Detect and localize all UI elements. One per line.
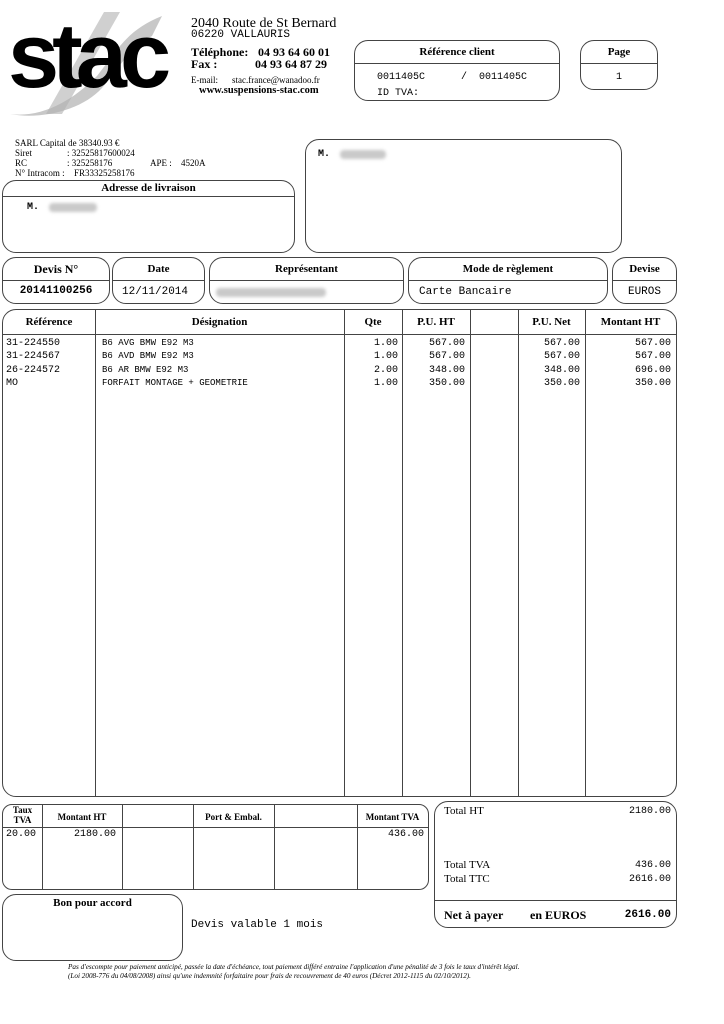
quote-date: 12/11/2014 [122,286,189,298]
table-row-pu-net: 567.00 [543,338,580,349]
ape-value: 4520A [181,158,206,168]
col-header-pu-net: P.U. Net [532,316,571,328]
footer-legal-line-2: (Loi 2008-776 du 04/08/2008) ainsi qu'une indemnité forfaitaire pour frais de recouvrement de 40 euros (Décret 2012-1115 du 02/10/2012). [68,972,471,980]
table-row-ref: 31-224550 [6,338,61,349]
approval-title: Bon pour accord [53,897,132,909]
table-row-qty: 2.00 [373,365,398,376]
table-row-designation: B6 AR BMW E92 M3 [102,365,189,375]
tax-header-tva: TVA [13,815,32,825]
items-table [2,309,677,797]
total-tva-label: Total TVA [444,859,491,871]
table-row-designation: B6 AVG BMW E92 M3 [102,338,194,348]
col-header-designation: Désignation [191,316,248,328]
footer-legal-line-1: Pas d'escompte pour paiement anticipé, passée la date d'échéance, tout paiement différé entraine l'application d'une pénalité de 3 fois le taux d'intérêt légal. [68,963,520,971]
page-title: Page [607,46,631,58]
logo-text: stac [8,5,165,107]
table-row-ref: 31-224567 [6,351,61,362]
quote-validity: Devis valable 1 mois [191,919,324,931]
fax-label: Fax : [191,57,218,71]
col-header-qty: Qte [364,316,382,328]
currency-box [612,257,677,304]
company-address-2: 06220 VALLAURIS [191,29,291,41]
date-title: Date [147,263,170,275]
table-row-ref: MO [6,378,19,389]
rc-value: : 325258176 [67,158,113,168]
delivery-title: Adresse de livraison [101,182,196,194]
table-row-designation: B6 AVD BMW E92 M3 [102,351,194,361]
tax-base-amount: 2180.00 [73,829,116,840]
col-header-reference: Référence [25,316,73,328]
tax-table [2,804,429,890]
totals-box [434,801,677,928]
email-address: stac.france@wanadoo.fr [232,75,320,85]
devis-number-box [2,257,110,304]
table-row-pu-net: 350.00 [543,378,580,389]
tax-header-port: Port & Embal. [205,812,262,822]
approval-box [2,894,183,961]
devis-number: 20141100256 [19,285,93,297]
siret-value: : 32525817600024 [67,148,135,158]
total-ht-label: Total HT [444,805,484,817]
client-ref-sep: / [461,72,468,83]
tax-header-taux: Taux [12,805,33,815]
table-row-designation: FORFAIT MONTAGE + GEOMETRIE [102,378,248,388]
client-reference-box [354,40,560,101]
table-row-pu-net: 567.00 [543,351,580,362]
phone-number: 04 93 64 60 01 [258,45,330,59]
table-row-amount: 567.00 [634,338,671,349]
tax-rate: 20.00 [6,829,37,840]
legal-capital: SARL Capital de 38340.93 € [15,138,120,148]
table-row-ref: 26-224572 [6,365,61,376]
rc-label: RC [15,158,28,168]
representative-box [209,257,404,304]
devis-number-title: Devis N° [33,262,79,276]
page-number: 1 [615,72,622,83]
billing-address-box [305,139,622,253]
total-ttc-value: 2616.00 [628,874,671,885]
tva-id-label: ID TVA: [377,88,420,99]
website: www.suspensions-stac.com [199,85,319,96]
table-row-amount: 350.00 [634,378,671,389]
fax-number: 04 93 64 87 29 [255,57,327,71]
intracom-label: N° Intracom : [15,168,65,178]
representative-name-redacted [216,288,326,297]
total-ttc-label: Total TTC [444,873,490,885]
tax-amount: 436.00 [387,829,424,840]
table-row-pu-ht: 567.00 [428,338,465,349]
col-header-amount: Montant HT [600,316,661,328]
intracom-value: FR33325258176 [74,168,135,178]
representative-title: Représentant [275,263,338,275]
page-box [580,40,658,90]
payment-mode: Carte Bancaire [419,286,512,298]
client-reference-title: Référence client [419,46,495,58]
tax-header-montant-tva: Montant TVA [365,812,420,822]
net-to-pay-label: Net à payer [444,908,504,922]
net-to-pay-value: 2616.00 [624,909,671,921]
table-row-pu-ht: 348.00 [428,365,465,376]
phone-label: Téléphone: [191,45,249,59]
currency-value: EUROS [627,286,661,298]
client-ref-b: 0011405C [479,72,528,83]
table-row-qty: 1.00 [373,338,398,349]
email-label: E-mail: [191,75,218,85]
billing-name-prefix: M. [318,149,331,160]
tax-header-montant-ht: Montant HT [57,812,107,822]
total-ht-value: 2180.00 [628,806,671,817]
billing-name-redacted [340,150,386,159]
company-address-1: 2040 Route de St Bernard [191,16,337,31]
payment-mode-title: Mode de règlement [462,263,554,275]
table-row-pu-ht: 350.00 [428,378,465,389]
payment-mode-box [408,257,608,304]
table-row-pu-net: 348.00 [543,365,580,376]
siret-label: Siret [15,148,32,158]
table-row-amount: 696.00 [634,365,671,376]
delivery-name-redacted [49,203,97,212]
net-to-pay-currency: en EUROS [530,908,587,922]
date-box [112,257,205,304]
delivery-name-prefix: M. [27,202,40,213]
client-ref-a: 0011405C [377,72,426,83]
table-row-pu-ht: 567.00 [428,351,465,362]
currency-title: Devise [629,263,660,275]
table-row-qty: 1.00 [373,378,398,389]
company-logo [2,6,182,118]
table-row-qty: 1.00 [373,351,398,362]
ape-label: APE : [150,158,172,168]
delivery-address-box [2,180,295,253]
col-header-pu-ht: P.U. HT [417,316,455,328]
table-row-amount: 567.00 [634,351,671,362]
total-tva-value: 436.00 [634,860,671,871]
